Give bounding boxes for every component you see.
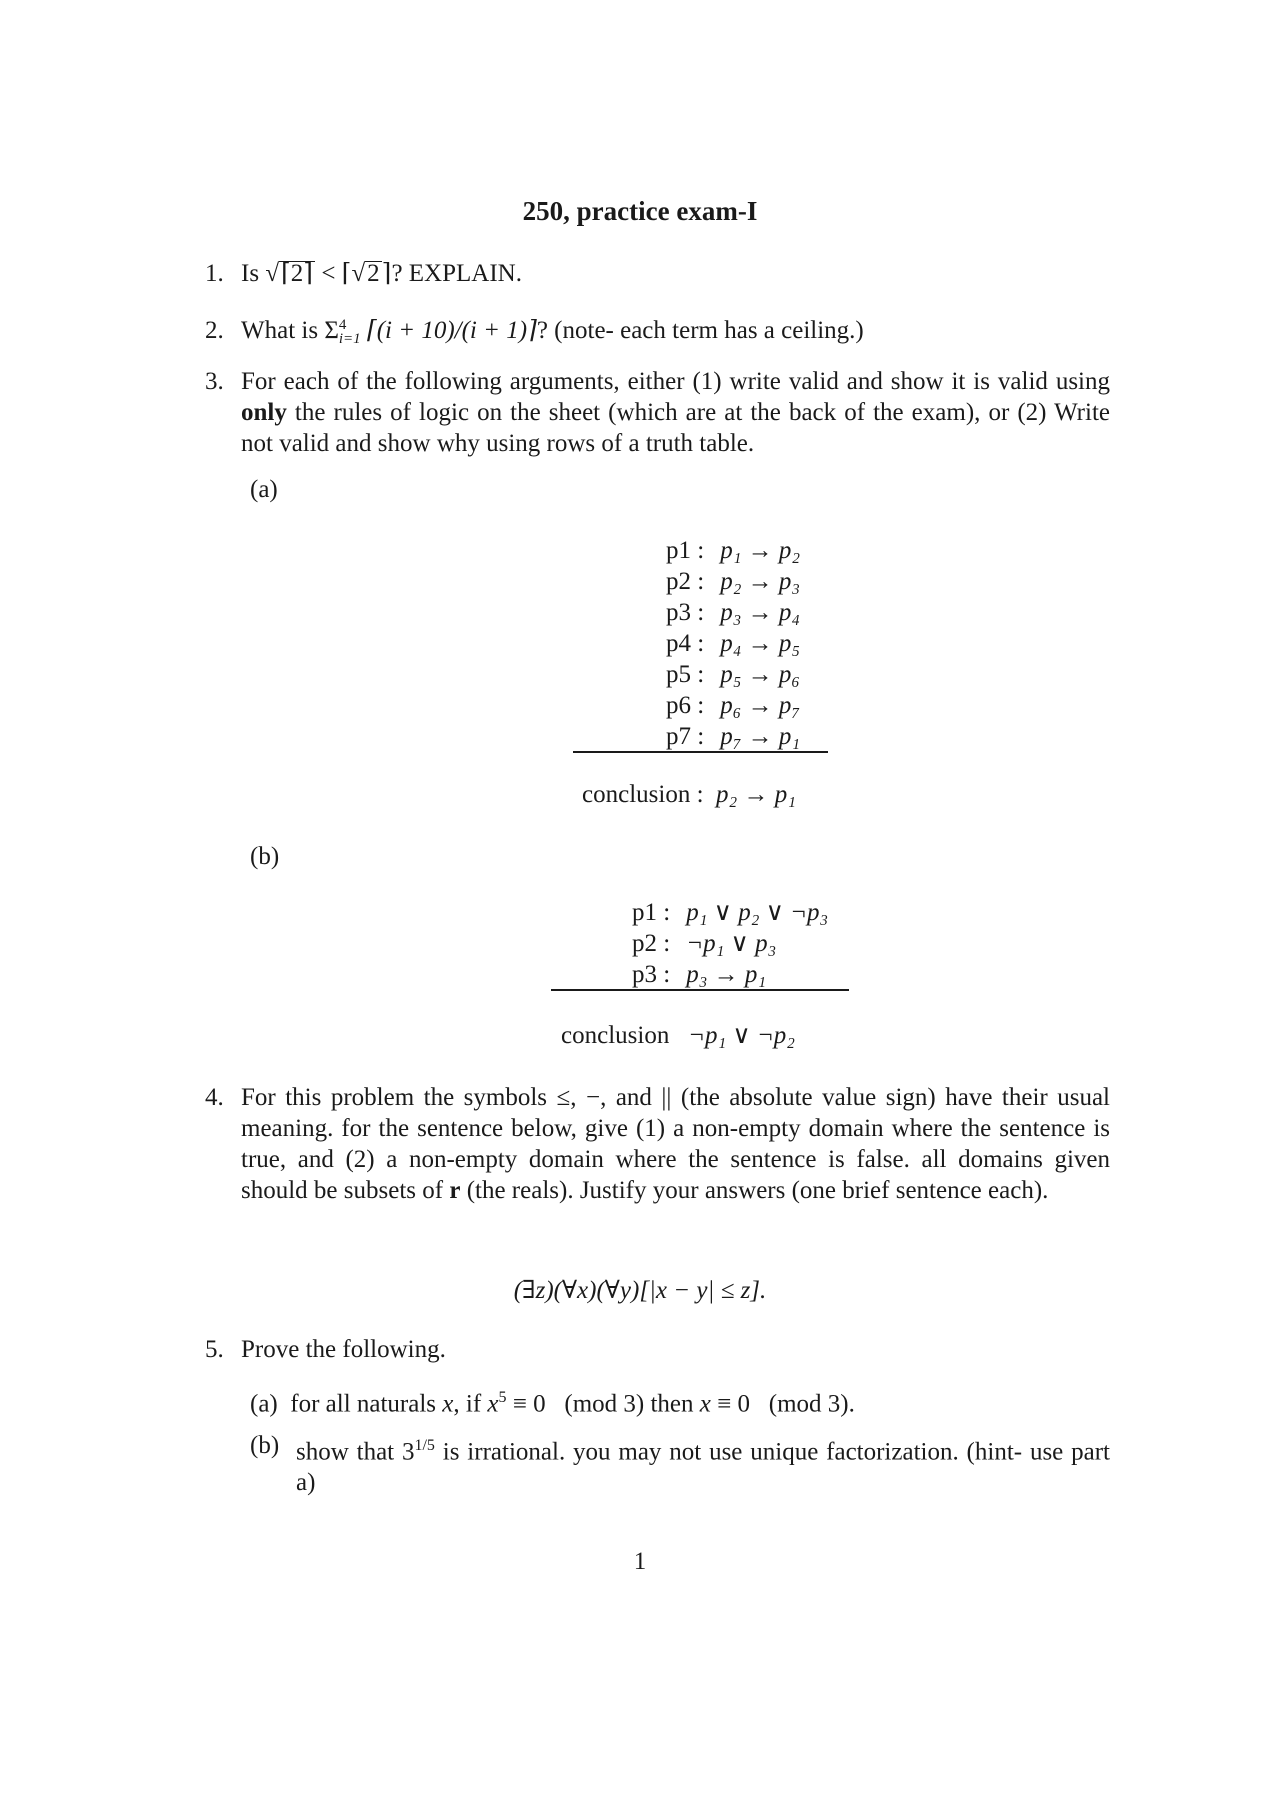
conclusion-formula: ¬p₁ ∨ ¬p₂ — [688, 1022, 795, 1049]
q5b-text — [296, 1430, 1110, 1498]
q3-text-b: the rules of logic on the sheet (which are at the back of the exam), or (2) Write not valid and show why using rows of a truth table. — [241, 399, 1110, 457]
argument-b-premises — [626, 897, 834, 990]
part-label: (a) — [250, 1390, 278, 1418]
premise-label: p3 : — [632, 961, 671, 988]
premise-label: p7 : — [666, 723, 705, 750]
part-label: (b) — [250, 1432, 280, 1459]
q4-text-a: For this problem the symbols ≤, −, and || (the absolute value sign) have their usual meaning. for the sentence below, give (1) a non-empty domain where the sentence is true, and (2) a non-empty domain where the sentence is false. all domains given should be subsets of — [241, 1084, 1110, 1204]
question-1 — [205, 258, 522, 288]
q1-prefix: Is — [241, 260, 260, 287]
premise-formula: p₃ → p₄ — [720, 599, 801, 626]
argument-a-rule — [573, 751, 828, 753]
premise-label: p3 : — [666, 599, 705, 626]
premise-formula: p₂ → p₃ — [720, 568, 801, 595]
q2-expression: ⌈(i + 10)/(i + 1)⌉ — [366, 317, 537, 344]
premise-formula: p₆ → p₇ — [720, 692, 801, 719]
ceil-close: ⌉ — [381, 260, 392, 287]
conclusion-formula: p₂ → p₁ — [716, 781, 796, 808]
q5-text: Prove the following. — [241, 1336, 446, 1363]
sum-limits — [339, 318, 361, 346]
q5a-exponent: 5 — [498, 1389, 507, 1406]
q1-lhs-radicand: ⌈2⌉ — [281, 260, 314, 287]
sigma-symbol: Σ — [324, 317, 339, 344]
premise-label: p1 : — [632, 899, 671, 926]
premise-label: p5 : — [666, 661, 705, 688]
q2-prefix: What is — [241, 317, 319, 344]
premise-row — [660, 535, 806, 566]
ceil-open: ⌈ — [341, 260, 352, 287]
premise-row — [660, 721, 806, 752]
argument-a-conclusion — [582, 781, 796, 809]
premise-formula: p₃ → p₁ — [686, 961, 767, 988]
argument-b-conclusion — [561, 1020, 795, 1050]
premise-row — [626, 928, 834, 959]
question-number: 1. — [205, 260, 224, 287]
q2-suffix: ? (note- each term has a ceiling.) — [536, 317, 864, 344]
q5b-exponent: 1/5 — [414, 1437, 435, 1454]
q1-suffix: ? EXPLAIN. — [391, 260, 522, 287]
part-b-label: (b) — [250, 843, 280, 870]
q3-bold: only — [241, 399, 287, 426]
premise-formula: p₄ → p₅ — [720, 630, 801, 657]
premise-row — [626, 897, 834, 928]
q4-text-b: (the reals). Justify your answers (one brief sentence each). — [460, 1177, 1049, 1204]
premise-row — [660, 566, 806, 597]
q5b-text-2: is irrational. you may not use unique factorization. (hint- use part a) — [296, 1438, 1110, 1497]
sqrt-symbol: √ — [351, 260, 366, 287]
conclusion-label: conclusion : — [582, 781, 704, 808]
question-2 — [205, 315, 864, 346]
q1-rhs-radicand: 2 — [367, 260, 380, 287]
question-5 — [205, 1336, 446, 1364]
less-than: < — [321, 260, 336, 287]
premise-row — [660, 628, 806, 659]
q5a-var: x — [487, 1390, 499, 1418]
q5b-text-1: show that 3 — [296, 1438, 415, 1466]
premise-label: p2 : — [666, 568, 705, 595]
premise-label: p1 : — [666, 537, 705, 564]
q4-text — [241, 1082, 1110, 1206]
q4-bold: r — [449, 1177, 461, 1204]
premise-formula: p₁ → p₂ — [720, 537, 801, 564]
premise-row — [660, 659, 806, 690]
question-3 — [205, 366, 1110, 459]
question-number: 3. — [205, 368, 224, 395]
premise-formula: p₁ ∨ p₂ ∨ ¬p₃ — [686, 899, 829, 926]
q5a-var: x — [699, 1390, 711, 1418]
page-number: 1 — [633, 1548, 647, 1575]
premise-label: p4 : — [666, 630, 705, 657]
q5a-text-3: ≡ 0 (mod 3) then — [506, 1390, 700, 1418]
premise-label: p6 : — [666, 692, 705, 719]
q5-part-a — [250, 1389, 855, 1418]
sqrt-symbol: √ — [265, 260, 280, 287]
premise-formula: ¬p₁ ∨ p₃ — [686, 930, 777, 957]
q5-part-b — [250, 1430, 1110, 1498]
question-number: 4. — [205, 1084, 224, 1111]
question-4 — [205, 1082, 1110, 1206]
q5a-var: x — [442, 1390, 454, 1418]
q4-formula: (∃z)(∀x)(∀y)[|x − y| ≤ z]. — [513, 1277, 767, 1304]
q5a-text-4: ≡ 0 (mod 3). — [710, 1390, 855, 1418]
premise-formula: p₅ → p₆ — [720, 661, 801, 688]
conclusion-label: conclusion — [561, 1022, 670, 1049]
part-a-label: (a) — [250, 476, 278, 503]
premise-row — [660, 690, 806, 721]
page-title: 250, practice exam-I — [522, 196, 758, 226]
premise-row — [626, 959, 834, 990]
premise-formula: p₇ → p₁ — [720, 723, 801, 750]
sum-upper: 4 — [338, 317, 347, 334]
q5a-text-1: for all naturals — [290, 1390, 443, 1418]
q3-text — [241, 366, 1110, 459]
q3-text-a: For each of the following arguments, either (1) write valid and show it is valid using — [241, 368, 1110, 395]
argument-b-rule — [551, 989, 849, 991]
argument-a-premises — [660, 535, 806, 752]
question-number: 5. — [205, 1336, 224, 1363]
sum-lower: i=1 — [338, 331, 361, 348]
question-number: 2. — [205, 317, 224, 344]
premise-row — [660, 597, 806, 628]
q5a-text-2: , if — [453, 1390, 488, 1418]
premise-label: p2 : — [632, 930, 671, 957]
